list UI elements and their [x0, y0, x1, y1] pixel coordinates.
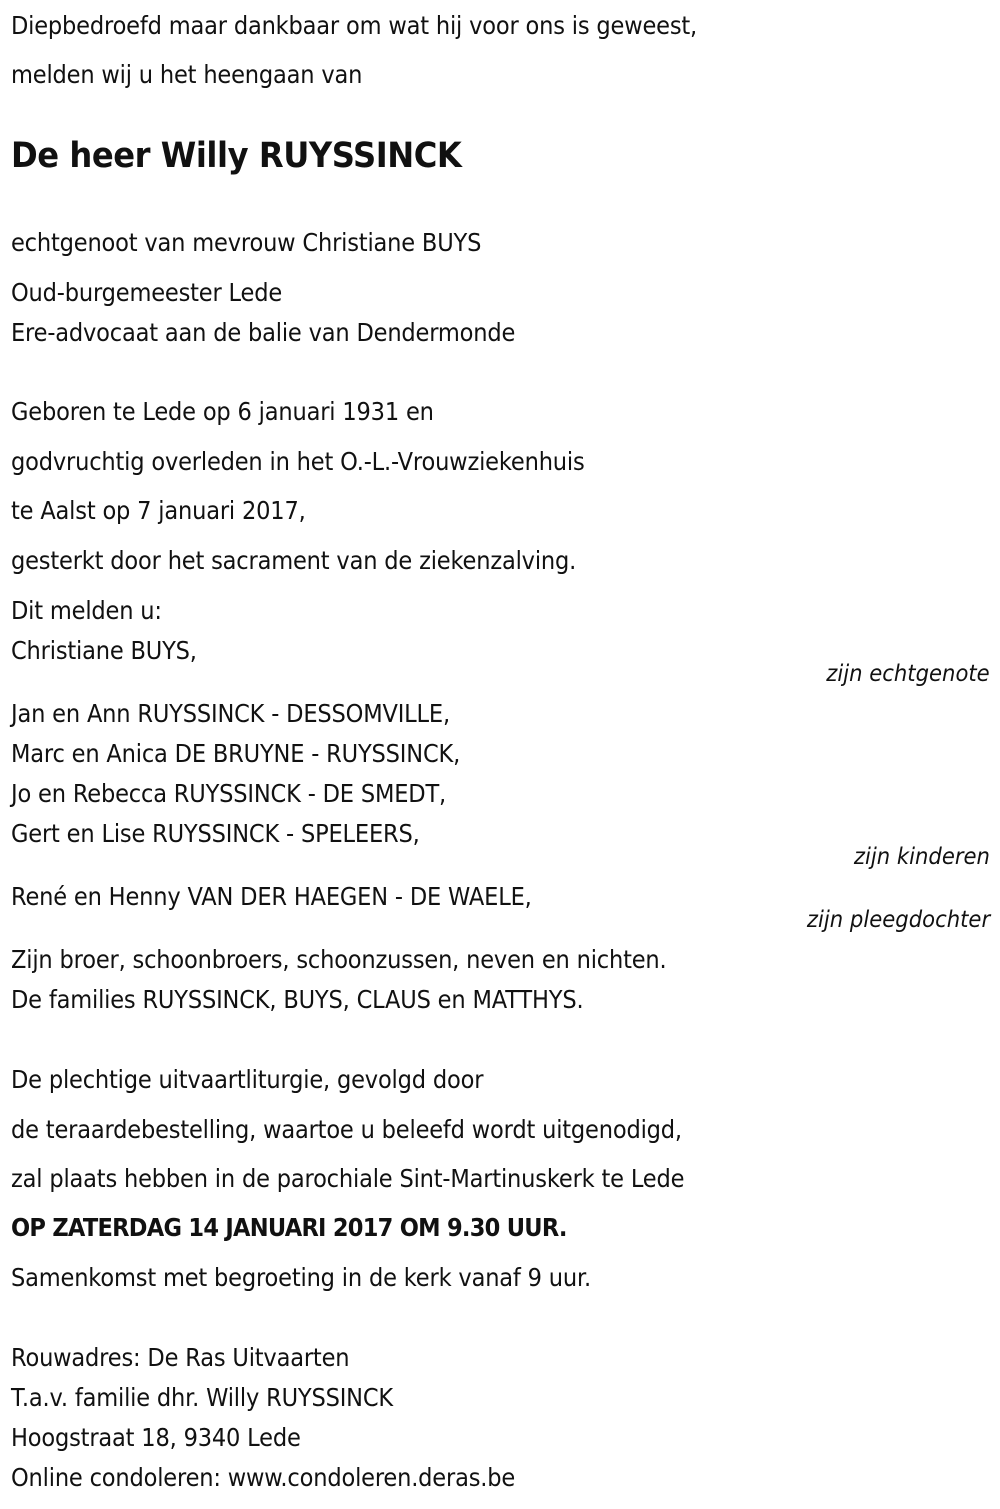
- intro-line-2: melden wij u het heengaan van: [11, 60, 363, 89]
- title-mayor: Oud-burgemeester Lede: [11, 278, 283, 307]
- death-place-line: te Aalst op 7 januari 2017,: [11, 496, 306, 525]
- funeral-line-1: De plechtige uitvaartliturgie, gevolgd door: [11, 1065, 484, 1094]
- children-role: zijn kinderen: [853, 844, 990, 870]
- child-2: Marc en Anica DE BRUYNE - RUYSSINCK,: [11, 739, 461, 768]
- spouse-role: zijn echtgenote: [826, 661, 990, 687]
- title-lawyer: Ere-advocaat aan de balie van Dendermonde: [11, 318, 516, 347]
- funeral-line-3: zal plaats hebben in de parochiale Sint-Martinuskerk te Lede: [11, 1164, 685, 1193]
- relatives-line: Zijn broer, schoonbroers, schoonzussen, neven en nichten.: [11, 945, 667, 974]
- address-line-1: Rouwadres: De Ras Uitvaarten: [11, 1343, 350, 1372]
- families-line: De families RUYSSINCK, BUYS, CLAUS en MATTHYS.: [11, 985, 584, 1014]
- birth-line: Geboren te Lede op 6 januari 1931 en: [11, 397, 434, 426]
- child-3: Jo en Rebecca RUYSSINCK - DE SMEDT,: [11, 779, 447, 808]
- death-line: godvruchtig overleden in het O.-L.-Vrouwziekenhuis: [11, 447, 585, 476]
- intro-line-1: Diepbedroefd maar dankbaar om wat hij voor ons is geweest,: [11, 11, 698, 40]
- child-1: Jan en Ann RUYSSINCK - DESSOMVILLE,: [11, 699, 450, 728]
- address-line-3: Hoogstraat 18, 9340 Lede: [11, 1423, 301, 1452]
- spouse-line: echtgenoot van mevrouw Christiane BUYS: [11, 228, 482, 257]
- address-line-2: T.a.v. familie dhr. Willy RUYSSINCK: [11, 1383, 394, 1412]
- condolence-link[interactable]: Online condoleren: www.condoleren.deras.be: [11, 1463, 516, 1492]
- foster-role: zijn pleegdochter: [806, 907, 990, 933]
- spouse-announcer: Christiane BUYS,: [11, 636, 197, 665]
- sacrament-line: gesterkt door het sacrament van de ziekenzalving.: [11, 546, 577, 575]
- foster-child: René en Henny VAN DER HAEGEN - DE WAELE,: [11, 882, 532, 911]
- funeral-line-2: de teraardebestelling, waartoe u beleefd wordt uitgenodigd,: [11, 1115, 682, 1144]
- gathering-line: Samenkomst met begroeting in de kerk vanaf 9 uur.: [11, 1263, 592, 1292]
- announcers-intro: Dit melden u:: [11, 596, 162, 625]
- child-4: Gert en Lise RUYSSINCK - SPELEERS,: [11, 819, 420, 848]
- deceased-name: De heer Willy RUYSSINCK: [11, 136, 462, 176]
- funeral-datetime: OP ZATERDAG 14 JANUARI 2017 OM 9.30 UUR.: [11, 1213, 567, 1242]
